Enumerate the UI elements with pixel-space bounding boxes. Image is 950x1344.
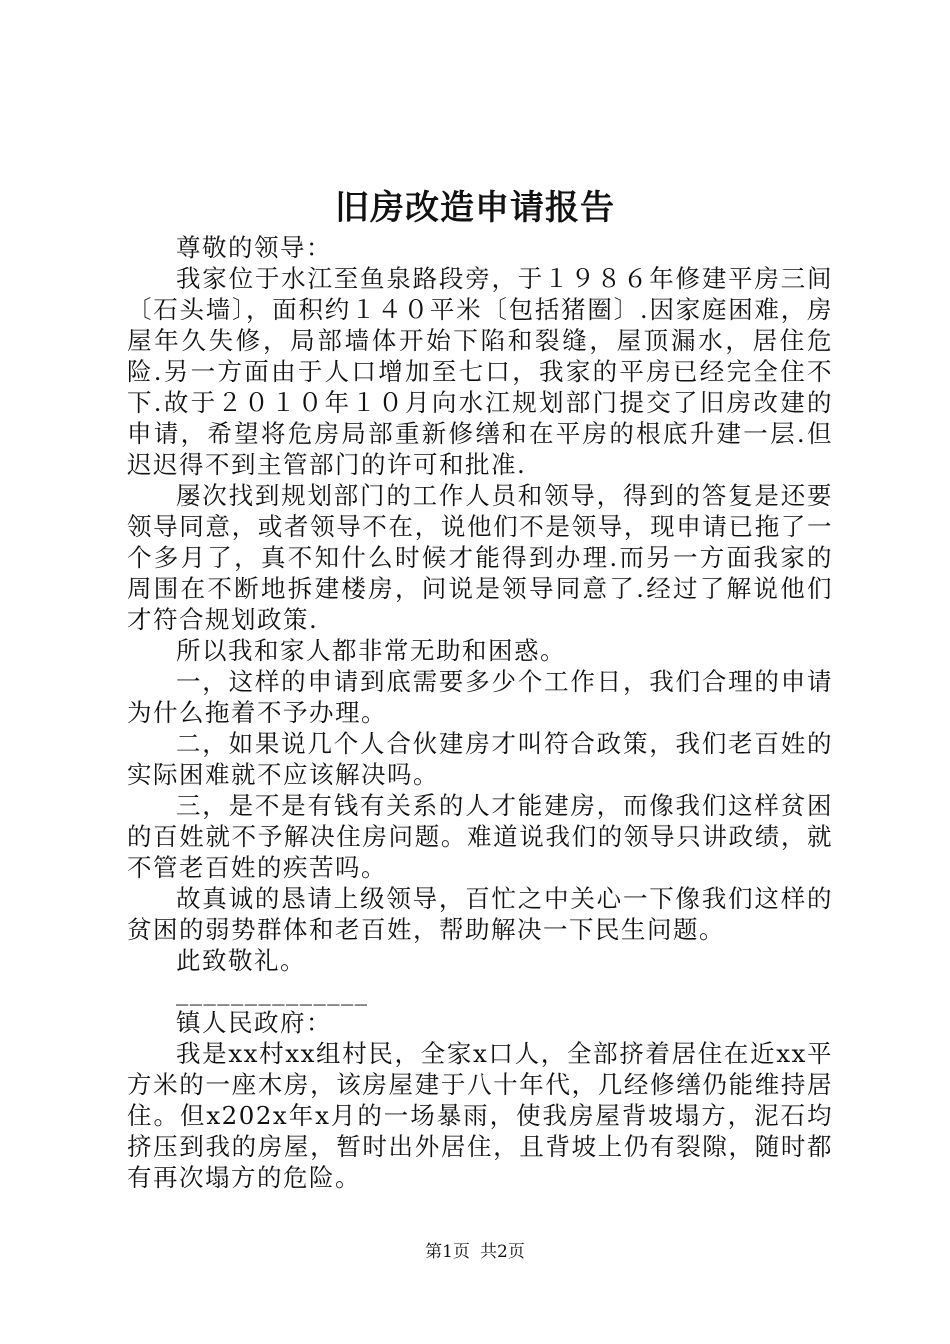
page-total: 共2页: [480, 1242, 525, 1262]
salutation: 尊敬的领导：: [176, 233, 332, 262]
body-paragraph: 我是xx村xx组村民，全家x口人，全部挤着居住在近xx平方米的一座木房，该房屋建于八十年代，几经修缮仍能维持居住。但x202x年x月的一场暴雨，使我房屋背坡塌方，泥石均挤压到我的房屋，暂时出外居住，且背坡上仍有裂隙，随时都有再次塌方的危险。: [127, 1039, 833, 1192]
document-title: 旧房改造申请报告: [335, 188, 615, 228]
question-paragraph: 一，这样的申请到底需要多少个工作日，我们合理的申请为什么拖着不予办理。: [127, 667, 833, 727]
document-body: [127, 232, 833, 1193]
page-footer: [0, 1240, 950, 1264]
body-paragraph: 我家位于水江至鱼泉路段旁，于１９８６年修建平房三间〔石头墙〕，面积约１４０平米〔包括猪圈〕.因家庭困难，房屋年久失修，局部墙体开始下陷和裂缝，屋顶漏水，居住危险.另一方面由于人口增加至七口，我家的平房已经完全住不下.故于２０１０年１０月向水江规划部门提交了旧房改建的申请，希望将危房局部重新修缮和在平房的根底升建一层.但迟迟得不到主管部门的许可和批准.: [127, 264, 833, 479]
body-paragraph: 屡次找到规划部门的工作人员和领导，得到的答复是还要领导同意，或者领导不在，说他们不是领导，现申请已拖了一个多月了，真不知什么时候才能得到办理.而另一方面我家的周围在不断地拆建楼房，问说是领导同意了.经过了解说他们才符合规划政策.: [127, 481, 833, 634]
closing: 此致敬礼。: [176, 946, 306, 975]
body-paragraph: 故真诚的恳请上级领导，百忙之中关心一下像我们这样的贫困的弱势群体和老百姓，帮助解决一下民生问题。: [127, 884, 833, 944]
page-number: 第1页: [425, 1242, 470, 1262]
body-paragraph: 所以我和家人都非常无助和困惑。: [176, 636, 566, 665]
question-paragraph: 三，是不是有钱有关系的人才能建房，而像我们这样贫困的百姓就不予解决住房问题。难道说我们的领导只讲政绩，就不管老百姓的疾苦吗。: [127, 791, 833, 882]
second-salutation: 镇人民政府：: [176, 1008, 332, 1037]
question-paragraph: 二，如果说几个人合伙建房才叫符合政策，我们老百姓的实际困难就不应该解决吗。: [127, 729, 833, 789]
signature-line: ______________: [176, 977, 369, 1006]
